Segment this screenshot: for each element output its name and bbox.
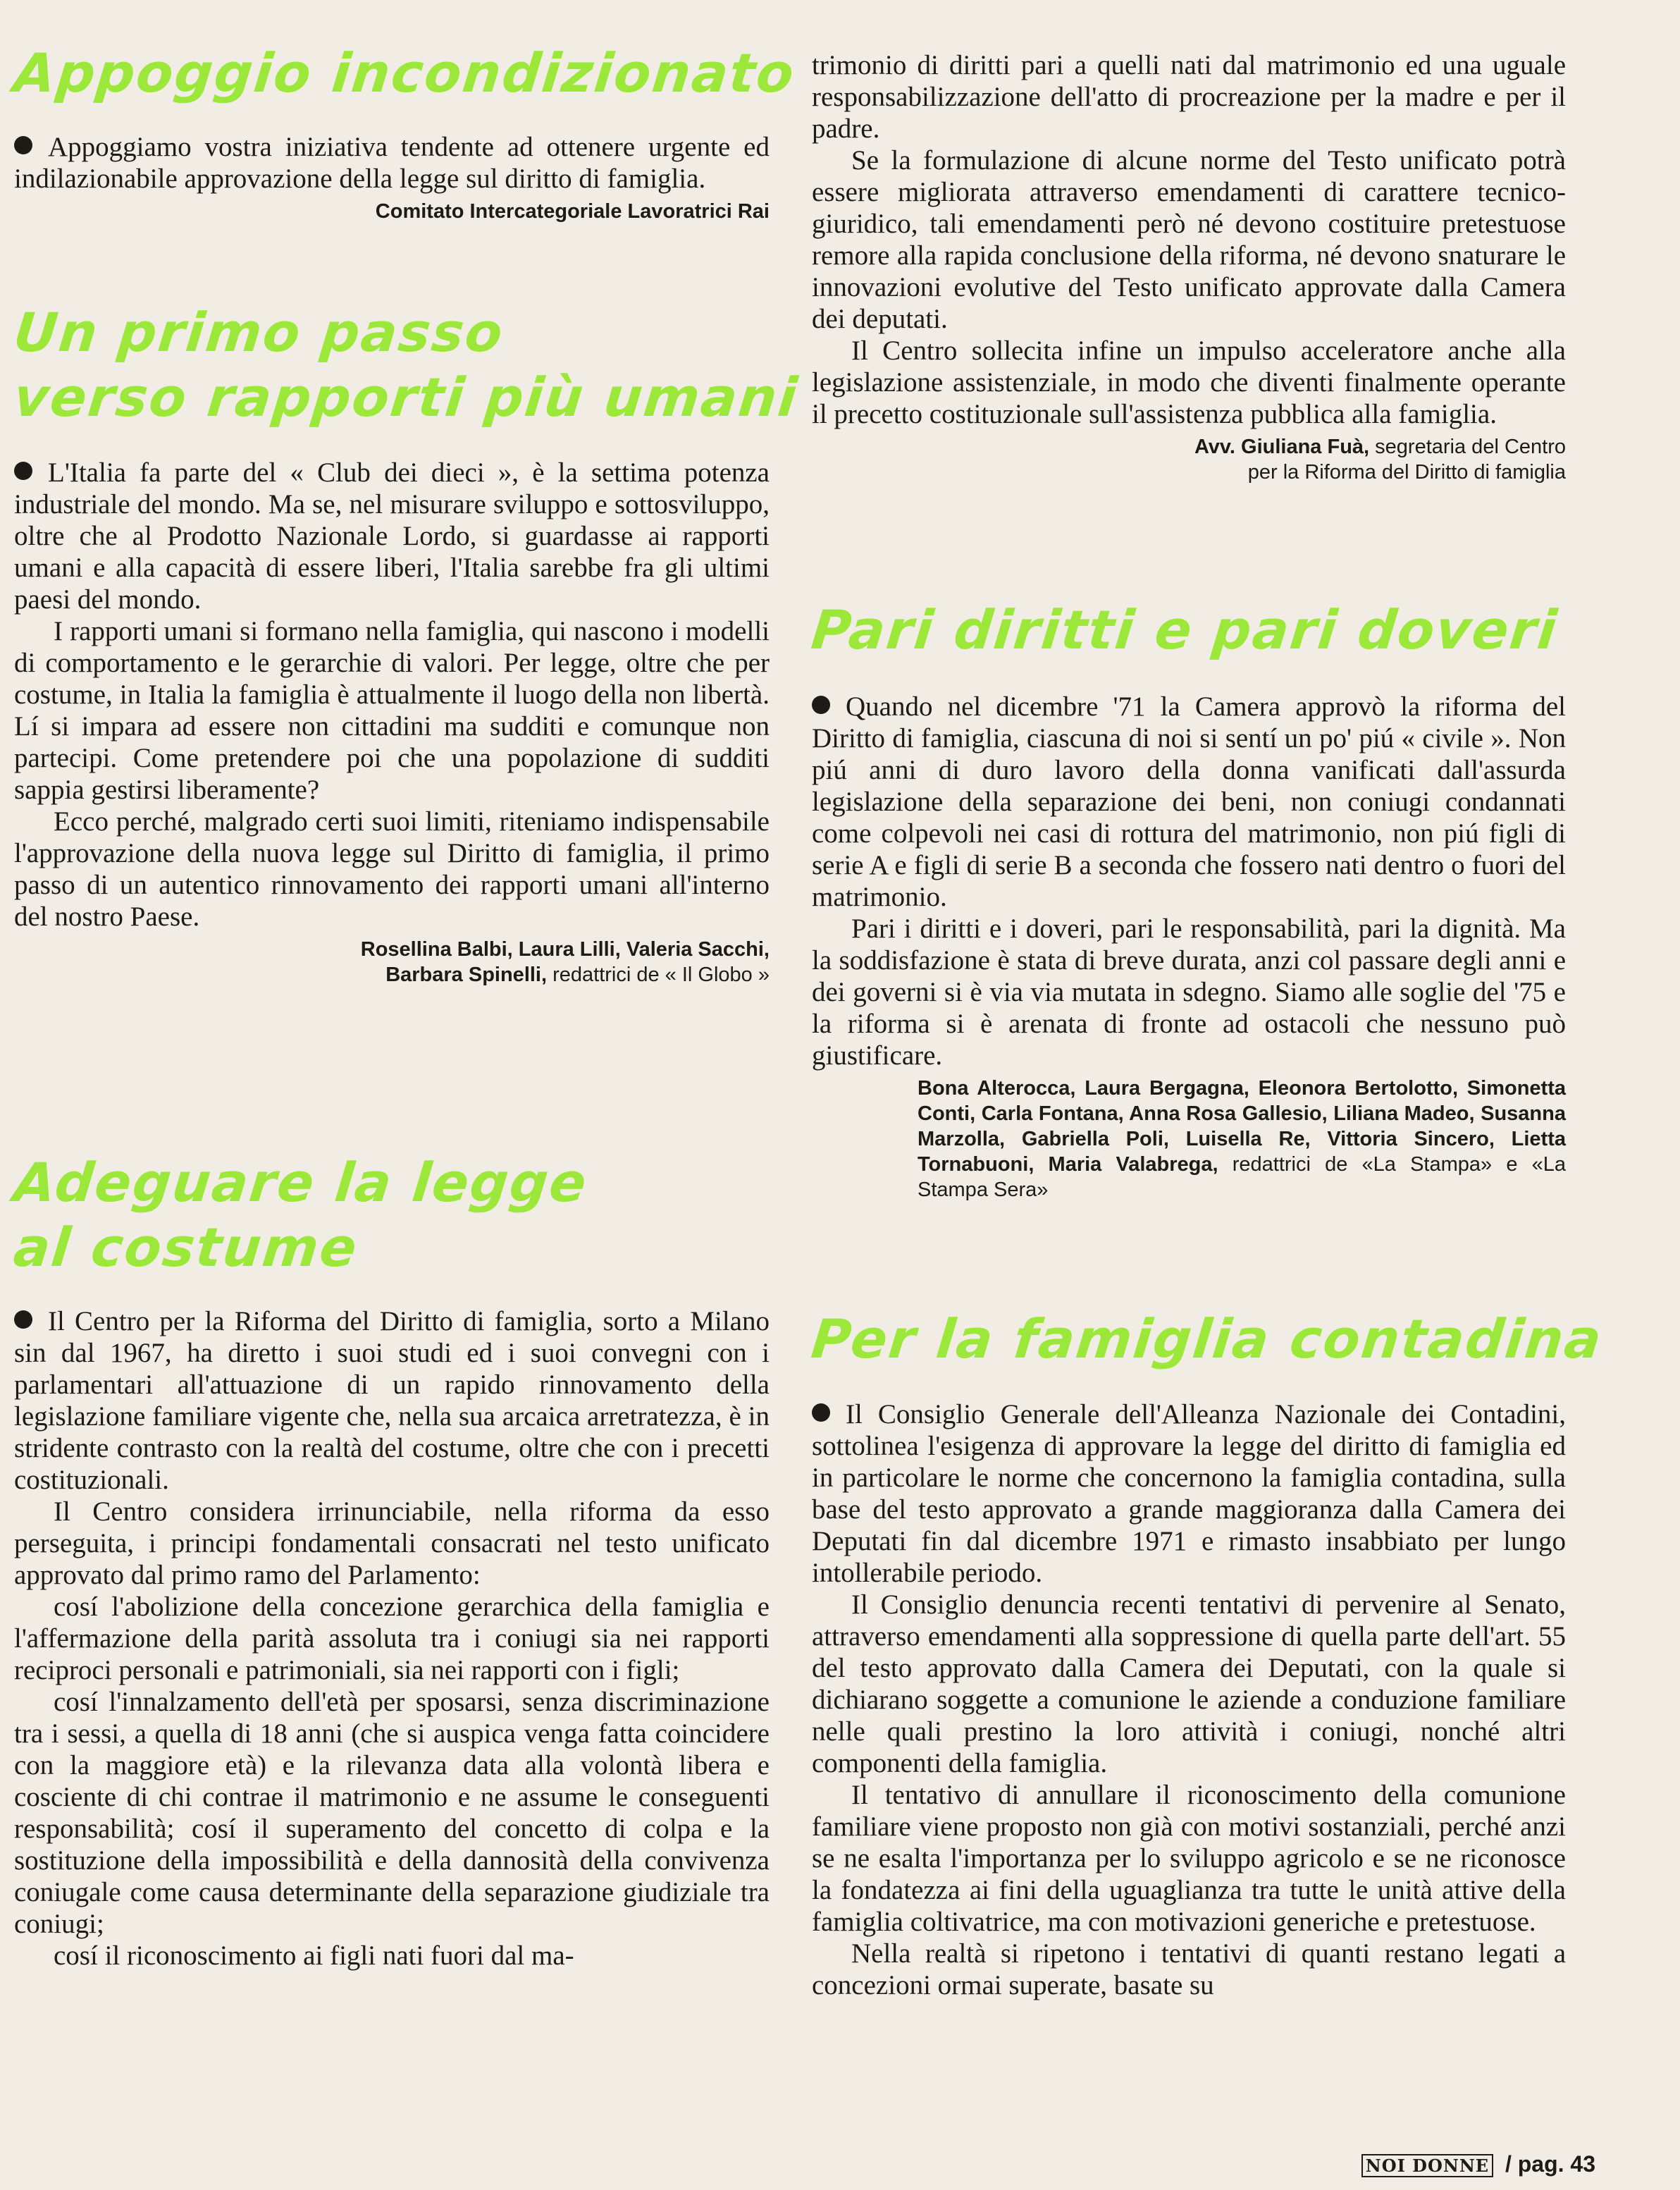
article-paragraph: trimonio di diritti pari a quelli nati dal matrimonio ed una uguale responsabilizzazione dell'atto di procreazione per la madre e per il padre. [812, 50, 1566, 144]
article-paragraph: Il Centro per la Riforma del Diritto di famiglia, sorto a Milano sin dal 1967, ha diretto i suoi studi ed i suoi convegni con i parlamentari all'attuazione di un rapido rinnovamento della legislazione familiare vigente che, nella sua arcaica arretratezza, è in stridente contrasto con la realtà del costume, oltre che con i precetti costituzionali. [14, 1306, 770, 1495]
article-paragraph: cosí il riconoscimento ai figli nati fuori dal ma- [54, 1940, 574, 1971]
article-primo-passo [14, 457, 770, 988]
page-footer [1361, 2151, 1595, 2177]
article-paragraph: Appoggiamo vostra iniziativa tendente ad ottenere urgente ed indilazionabile approvazione della legge sul diritto di famiglia. [14, 132, 770, 194]
article-paragraph: cosí l'innalzamento dell'età per sposarsi, senza discriminazione tra i sessi, a quella di 18 anni (che si auspica venga fatta coincidere con la maggiore età) e la rilevanza data alla volontà libera e cosciente di chi contrae il matrimonio e ne assume le conseguenti responsabilità; cosí il superamento del concetto di colpa e la sostituzione della impossibilità e della dannosità della convivenza coniugale come causa determinante della separazione giudiziale tra coniugi; [14, 1687, 770, 1939]
article-signature: Avv. Giuliana Fuà, segretaria del Centro per la Riforma del Diritto di famiglia [1194, 436, 1566, 484]
headline-adeguare-2: al costume [11, 1216, 362, 1279]
article-pari-diritti [812, 691, 1566, 1202]
article-signature: Bona Alterocca, Laura Bergagna, Eleonora Bertolotto, Simonetta Conti, Carla Fontana, Anna Rosa Gallesio, Liliana Madeo, Susanna Marzolla, Gabriella Poli, Luisella Re, Vittoria Sincero, Lietta Tornabuoni, Maria Valabrega, redattrici de «La Stampa» e «La Stampa Sera» [918, 1077, 1566, 1201]
article-paragraph: cosí l'abolizione della concezione gerarchica della famiglia e l'affermazione della parità assoluta tra i coniugi sia nei rapporti reciproci personali e patrimoniali, sia nei rapporti con i figli; [14, 1592, 770, 1685]
bullet-icon [14, 136, 32, 154]
headline-famiglia-contadina: Per la famiglia contadina [808, 1308, 1606, 1370]
page-number: pag. 43 [1517, 2151, 1595, 2177]
article-paragraph: Il Centro considera irrinunciabile, nella riforma da esso perseguita, i principi fondamentali consacrati nel testo unificato approvato dal primo ramo del Parlamento: [14, 1496, 770, 1590]
headline-primo-passo-1: Un primo passo [11, 301, 507, 364]
article-paragraph: Quando nel dicembre '71 la Camera approvò la riforma del Diritto di famiglia, ciascuna di noi si sentí un po' piú « civile ». Non piú anni di duro lavoro della donna vanificati dall'assurda legislazione della separazione dei beni, non coniugi condannati come colpevoli nei casi di rottura del matrimonio, non piú figli di serie A e figli di serie B a seconda che fossero nati dentro o fuori del matrimonio. [812, 691, 1566, 912]
magazine-logo: NOI DONNE [1361, 2154, 1493, 2177]
bullet-icon [14, 1310, 32, 1329]
article-paragraph: Nella realtà si ripetono i tentativi di quanti restano legati a concezioni ormai superate, basate su [812, 1938, 1566, 2000]
article-paragraph: Ecco perché, malgrado certi suoi limiti, riteniamo indispensabile l'approvazione della nuova legge sul Diritto di famiglia, il primo passo di un autentico rinnovamento dei rapporti umani all'interno del nostro Paese. [14, 806, 770, 932]
headline-adeguare-1: Adeguare la legge [11, 1151, 591, 1214]
article-paragraph: Il Centro sollecita infine un impulso acceleratore anche alla legislazione assistenziale, in modo che diventi finalmente operante il precetto costituzionale sull'assistenza pubblica alla famiglia. [812, 336, 1566, 429]
article-paragraph: Il Consiglio denuncia recenti tentativi di pervenire al Senato, attraverso emendamenti alla soppressione di quella parte dell'art. 55 del testo approvato dalla Camera dei Deputati, con la quale si dichiarano soggette a comunione le aziende a conduzione familiare nelle quali prestino la loro attività i coniugi, nonché altri componenti della famiglia. [812, 1589, 1566, 1778]
bullet-icon [812, 696, 830, 714]
article-paragraph: L'Italia fa parte del « Club dei dieci », è la settima potenza industriale del mondo. Ma se, nel misurare sviluppo e sottosviluppo, oltre che al Prodotto Nazionale Lordo, si guardasse ai rapporti umani e alla capacità di essere liberi, l'Italia sarebbe fra gli ultimi paesi del mondo. [14, 457, 770, 615]
article-paragraph: Se la formulazione di alcune norme del Testo unificato potrà essere migliorata attraverso emendamenti di carattere tecnico-giuridico, tali emendamenti però né devono costituire pretestuose remore alla rapida conclusione della riforma, né devono snaturare le innovazioni evolutive del Testo unificato approvate dalla Camera dei deputati. [812, 145, 1566, 334]
article-paragraph: Il Consiglio Generale dell'Alleanza Nazionale dei Contadini, sottolinea l'esigenza di approvare la legge del diritto di famiglia ed in particolare le norme che concernono la famiglia contadina, sulla base del testo approvato a grande maggioranza dalla Camera dei Deputati fin dal dicembre 1971 e rimasto insabbiato per lungo intollerabile periodo. [812, 1399, 1566, 1588]
article-appoggio [14, 131, 770, 224]
bullet-icon [14, 462, 32, 480]
article-signature: Comitato Intercategoriale Lavoratrici Rai [375, 200, 770, 223]
footer-separator: / [1505, 2151, 1512, 2177]
bullet-icon [812, 1403, 830, 1422]
article-famiglia-contadina [812, 1398, 1566, 2001]
article-paragraph: I rapporti umani si formano nella famiglia, qui nascono i modelli di comportamento e le gerarchie di valori. Per legge, oltre che per costume, in Italia la famiglia è attualmente il luogo della non libertà. Lí si impara ad essere non cittadini ma sudditi e comunque non partecipi. Come pretendere poi che una popolazione di sudditi sappia gestirsi liberamente? [14, 616, 770, 805]
article-paragraph: Pari i diritti e i doveri, pari le responsabilità, pari la dignità. Ma la soddisfazione è stata di breve durata, anzi col passare degli anni e dei governi si è via via mutata in sdegno. Siamo alle soglie del '75 e la riforma si è arenata di fronte ad ostacoli che nessuno può giustificare. [812, 913, 1566, 1071]
article-adeguare [14, 1305, 770, 1971]
headline-primo-passo-2: verso rapporti più umani [11, 366, 802, 429]
headline-appoggio: Appoggio incondizionato [11, 42, 798, 104]
headline-pari-diritti: Pari diritti e pari doveri [808, 598, 1561, 661]
article-signature: Rosellina Balbi, Laura Lilli, Valeria Sacchi, Barbara Spinelli, redattrici de « Il Globo » [360, 938, 770, 986]
article-paragraph: Il tentativo di annullare il riconoscimento della comunione familiare viene proposto non già con motivi sostanziali, perché anzi se ne esalta l'importanza per lo sviluppo agricolo e se ne riconosce la fondatezza ai fini della uguaglianza tra tutte le unità attive della famiglia coltivatrice, ma con motivazioni generiche e pretestuose. [812, 1780, 1566, 1937]
article-adeguare-continued [812, 49, 1566, 485]
